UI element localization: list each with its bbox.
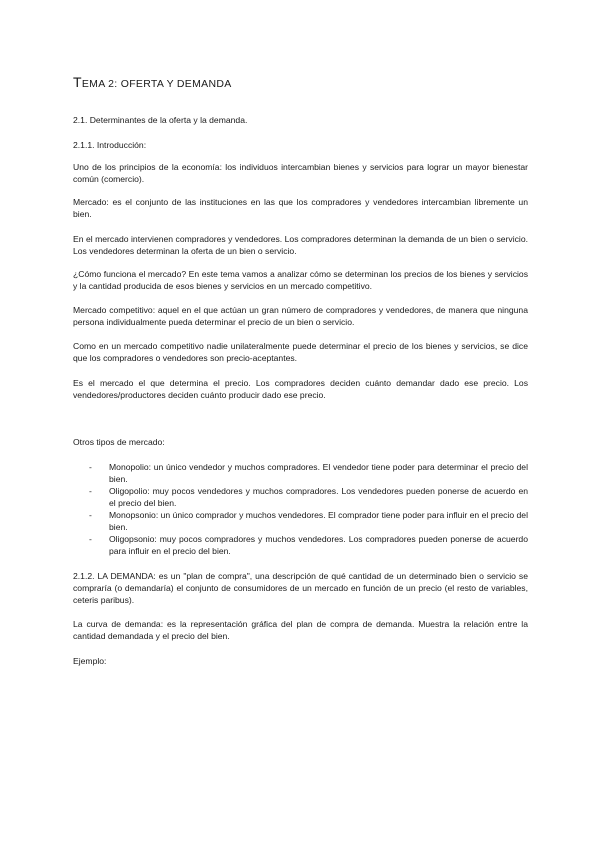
paragraph-principles: Uno de los principios de la economía: los individuos intercambian bienes y servicios para lograr un mayor bienestar común (comercio). — [73, 162, 528, 184]
document-title — [73, 74, 232, 90]
example-label: Ejemplo: — [73, 656, 107, 666]
paragraph-market-sets-price: Es el mercado el que determina el precio. Los compradores deciden cuánto demandar dado ese precio. Los vendedores/productores deciden cuánto producir dado ese precio. — [73, 378, 528, 400]
section-heading: 2.1. Determinantes de la oferta y la demanda. — [73, 115, 248, 125]
market-types-list — [73, 461, 528, 557]
list-item-text: Monopsonio: un único comprador y muchos vendedores. El comprador tiene poder para influir en el precio del bien. — [109, 510, 528, 532]
paragraph-market-participants: En el mercado intervienen compradores y vendedores. Los compradores determinan la demanda de un bien o servicio. Los vendedores determinan la oferta de un bien o servicio. — [73, 234, 528, 256]
title-rest: EMA 2: OFERTA Y DEMANDA — [81, 78, 232, 90]
list-item — [73, 533, 528, 557]
paragraph-how-market-works: ¿Cómo funciona el mercado? En este tema vamos a analizar cómo se determinan los precios de los bienes y servicios y la cantidad producida de esos bienes y servicios en un mercado competitivo. — [73, 269, 528, 291]
list-item — [73, 509, 528, 533]
other-markets-label: Otros tipos de mercado: — [73, 437, 165, 447]
paragraph-demand-definition: 2.1.2. LA DEMANDA: es un "plan de compra", una descripción de qué cantidad de un determinado bien o servicio se compraría (o demandaría) el conjunto de consumidores de un mercado en función de un precio (el resto de variables, ceteris paribus). — [73, 571, 528, 605]
list-item-text: Monopolio: un único vendedor y muchos compradores. El vendedor tiene poder para determinar el precio del bien. — [109, 462, 528, 484]
list-item — [73, 461, 528, 485]
bullet-dash: - — [89, 534, 92, 544]
subsection-heading: 2.1.1. Introducción: — [73, 140, 147, 150]
list-item-text: Oligopolio: muy pocos vendedores y muchos compradores. Los vendedores pueden ponerse de acuerdo en el precio del bien. — [109, 486, 528, 508]
paragraph-price-takers: Como en un mercado competitivo nadie unilateralmente puede determinar el precio de los bienes y servicios, se dice que los compradores o vendedores son precio-aceptantes. — [73, 341, 528, 363]
paragraph-competitive-market: Mercado competitivo: aquel en el que actúan un gran número de compradores y vendedores, de manera que ninguna persona individualmente pueda determinar el precio de un bien o servicio. — [73, 305, 528, 327]
paragraph-market-definition: Mercado: es el conjunto de las instituciones en las que los compradores y vendedores intercambian libremente un bien. — [73, 197, 528, 219]
paragraph-demand-curve: La curva de demanda: es la representación gráfica del plan de compra de demanda. Muestra la relación entre la cantidad demandada y el precio del bien. — [73, 619, 528, 641]
list-item — [73, 485, 528, 509]
bullet-dash: - — [89, 462, 92, 472]
list-item-text: Oligopsonio: muy pocos compradores y muchos vendedores. Los compradores pueden ponerse de acuerdo para influir en el precio del bien. — [109, 534, 528, 556]
title-first-letter: T — [73, 74, 82, 90]
bullet-dash: - — [89, 486, 92, 496]
bullet-dash: - — [89, 510, 92, 520]
